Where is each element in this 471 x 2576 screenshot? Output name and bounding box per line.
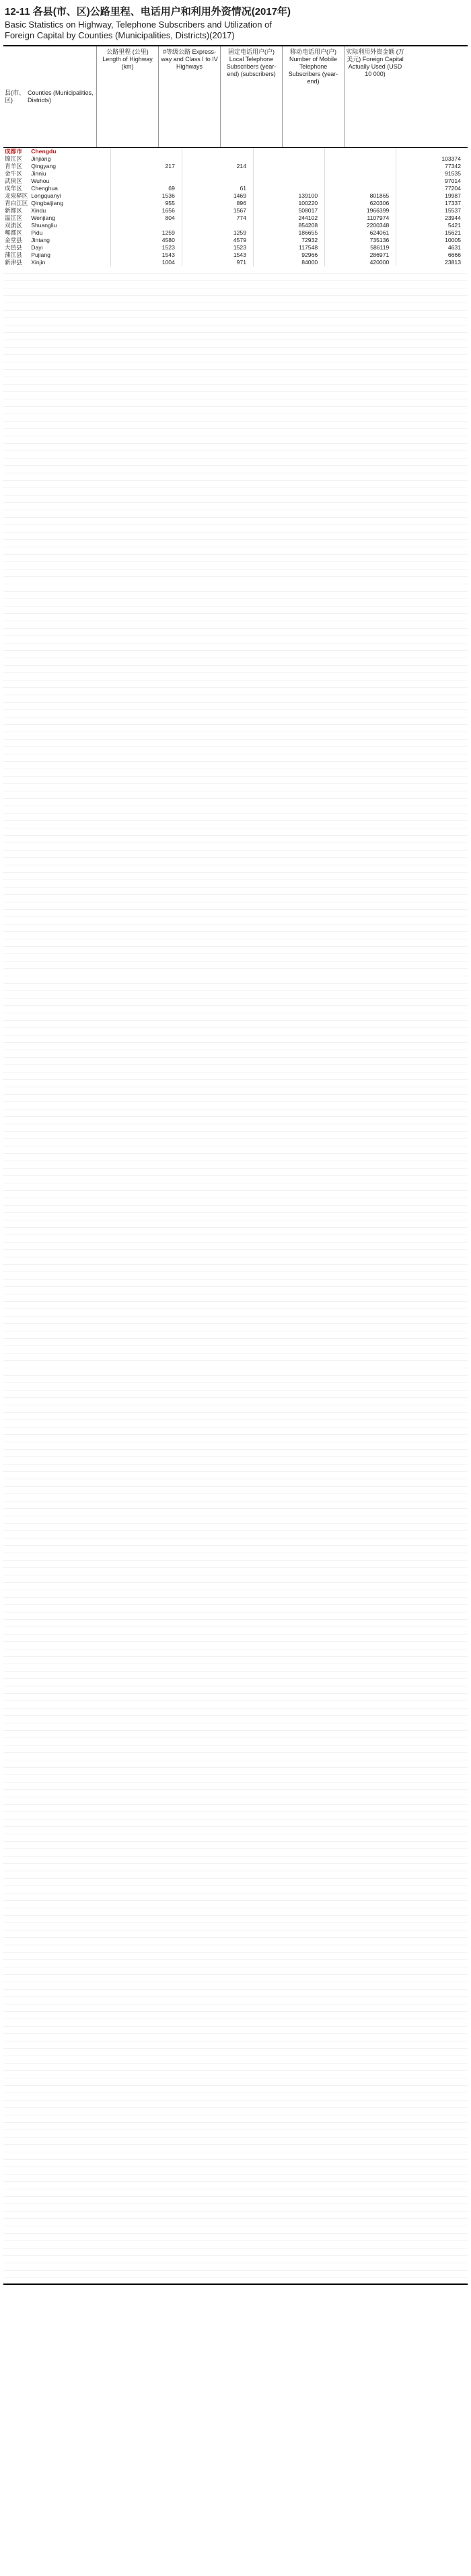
value-cell: 103374 (396, 155, 468, 163)
value-cell: 214 (182, 163, 253, 170)
value-cell (325, 148, 396, 155)
table-row (3, 222, 468, 229)
value-cell: 92966 (254, 251, 325, 259)
county-name-cn: 大邑县 (5, 244, 22, 251)
table-row (3, 192, 468, 200)
value-cell: 4580 (110, 237, 182, 244)
county-name-en: Pidu (31, 229, 43, 236)
value-cell (110, 155, 182, 163)
value-cell (110, 170, 182, 178)
table-title-chinese: 12-11 各县(市、区)公路里程、电话用户和利用外资情况(2017年) (5, 6, 291, 17)
county-name-cn: 成都市 (5, 148, 22, 155)
county-name-cn: 青羊区 (5, 163, 22, 169)
county-name-en: Jintang (31, 237, 50, 243)
value-cell: 955 (110, 200, 182, 207)
value-cell (254, 170, 325, 178)
county-name-en: Jinjiang (31, 155, 51, 162)
value-cell: 896 (182, 200, 253, 207)
value-cell: 1004 (110, 259, 182, 266)
header-county-cn: 县(市、区) (5, 89, 25, 104)
value-cell (182, 222, 253, 229)
county-name-en: Xinjin (31, 259, 46, 266)
value-cell: 6666 (396, 251, 468, 259)
county-name-en: Chengdu (31, 148, 57, 155)
value-cell: 1543 (110, 251, 182, 259)
header-highway-length: 公路里程 (公里) Length of Highway (km) (96, 46, 158, 147)
value-cell: 139100 (254, 192, 325, 200)
value-cell: 804 (110, 214, 182, 222)
value-cell: 23813 (396, 259, 468, 266)
table-row (3, 214, 468, 222)
data-table-body (3, 148, 468, 266)
county-name-en: Shuangliu (31, 222, 57, 229)
value-cell (325, 170, 396, 178)
value-cell: 186655 (254, 229, 325, 237)
value-cell (254, 148, 325, 155)
table-row (3, 237, 468, 244)
county-name-en: Xindu (31, 207, 46, 214)
county-name-cn: 双流区 (5, 222, 22, 229)
county-name-cn: 新都区 (5, 207, 22, 214)
table-title-english (5, 19, 468, 41)
county-name-en: Wenjiang (31, 214, 55, 221)
value-cell: 1543 (182, 251, 253, 259)
value-cell: 1966399 (325, 207, 396, 214)
county-name-cn: 金堂县 (5, 237, 22, 243)
value-cell: 1469 (182, 192, 253, 200)
value-cell: 735136 (325, 237, 396, 244)
table-row (3, 251, 468, 259)
value-cell: 801865 (325, 192, 396, 200)
value-cell: 244102 (254, 214, 325, 222)
county-name-cn: 青白江区 (5, 200, 28, 206)
value-cell: 1656 (110, 207, 182, 214)
county-name-en: Jinniu (31, 170, 46, 177)
table-row (3, 244, 468, 251)
county-name-cn: 新津县 (5, 259, 22, 266)
county-name-cn: 锦江区 (5, 155, 22, 162)
value-cell: 15537 (396, 207, 468, 214)
header-county-en: Counties (Municipalities, Districts) (28, 89, 94, 104)
value-cell: 61 (182, 185, 253, 192)
table-row (3, 163, 468, 170)
table-row (3, 178, 468, 185)
value-cell (325, 178, 396, 185)
value-cell: 854208 (254, 222, 325, 229)
value-cell: 69 (110, 185, 182, 192)
county-name-en: Chenghua (31, 185, 58, 192)
value-cell (254, 163, 325, 170)
table-row (3, 229, 468, 237)
county-name-cn: 郫都区 (5, 229, 22, 236)
value-cell (325, 163, 396, 170)
value-cell: 23944 (396, 214, 468, 222)
value-cell: 4631 (396, 244, 468, 251)
value-cell: 97014 (396, 178, 468, 185)
table-row (3, 170, 468, 178)
county-name-en: Pujiang (31, 251, 50, 258)
value-cell: 84000 (254, 259, 325, 266)
value-cell: 15621 (396, 229, 468, 237)
county-name-cn: 金牛区 (5, 170, 22, 177)
value-cell: 2200348 (325, 222, 396, 229)
value-cell (254, 155, 325, 163)
table-row (3, 185, 468, 192)
header-local-telephone: 固定电话用户(户) Local Telephone Subscribers (year-end) (subscribers) (220, 46, 282, 147)
data-table (3, 148, 468, 266)
table-row (3, 200, 468, 207)
header-graded-highways: #等级公路 Express-way and Class I to IV Highways (158, 46, 220, 147)
value-cell: 508017 (254, 207, 325, 214)
value-cell: 624061 (325, 229, 396, 237)
table-row (3, 148, 468, 155)
table-continuation (3, 266, 468, 2285)
value-cell: 1523 (110, 244, 182, 251)
county-name-en: Dayi (31, 244, 43, 251)
value-cell: 10005 (396, 237, 468, 244)
header-mobile-telephone: 移动电话用户(户) Number of Mobile Telephone Subscribers (year-end) (282, 46, 344, 147)
value-cell: 1107974 (325, 214, 396, 222)
value-cell (396, 148, 468, 155)
value-cell (182, 148, 253, 155)
value-cell: 1259 (182, 229, 253, 237)
county-name-cn: 温江区 (5, 214, 22, 221)
value-cell: 1536 (110, 192, 182, 200)
value-cell (182, 178, 253, 185)
value-cell: 77204 (396, 185, 468, 192)
county-name-cn: 蒲江县 (5, 251, 22, 258)
value-cell: 1259 (110, 229, 182, 237)
value-cell: 1567 (182, 207, 253, 214)
value-cell: 420000 (325, 259, 396, 266)
value-cell: 971 (182, 259, 253, 266)
value-cell (325, 155, 396, 163)
value-cell: 4579 (182, 237, 253, 244)
value-cell (182, 170, 253, 178)
value-cell: 286971 (325, 251, 396, 259)
value-cell (182, 155, 253, 163)
table-title-english-line-1: Basic Statistics on Highway, Telephone Subscribers and Utilization of (5, 19, 272, 30)
county-name-cn: 成华区 (5, 185, 22, 192)
table-title-english-line-2: Foreign Capital by Counties (Municipalities, Districts)(2017) (5, 30, 235, 40)
value-cell: 117548 (254, 244, 325, 251)
table-row (3, 207, 468, 214)
county-name-en: Qingyang (31, 163, 57, 169)
table-header (3, 45, 468, 148)
value-cell: 5421 (396, 222, 468, 229)
value-cell: 217 (110, 163, 182, 170)
county-name-en: Qingbaijiang (31, 200, 63, 206)
value-cell: 774 (182, 214, 253, 222)
header-foreign-capital: 实际利用外资金额 (万美元) Foreign Capital Actually Used (USD 10 000) (344, 46, 406, 147)
value-cell: 72932 (254, 237, 325, 244)
value-cell: 17337 (396, 200, 468, 207)
value-cell (254, 178, 325, 185)
value-cell: 620306 (325, 200, 396, 207)
value-cell: 77342 (396, 163, 468, 170)
county-name-cn: 武侯区 (5, 178, 22, 184)
county-name-en: Wuhou (31, 178, 50, 184)
value-cell (110, 148, 182, 155)
table-row (3, 155, 468, 163)
value-cell (110, 178, 182, 185)
county-name-cn: 龙泉驿区 (5, 192, 28, 199)
value-cell (110, 222, 182, 229)
value-cell: 100220 (254, 200, 325, 207)
value-cell: 19987 (396, 192, 468, 200)
value-cell (325, 185, 396, 192)
value-cell (254, 185, 325, 192)
value-cell: 586119 (325, 244, 396, 251)
value-cell: 91535 (396, 170, 468, 178)
page (3, 4, 468, 2285)
table-row (3, 259, 468, 266)
county-name-en: Longquanyi (31, 192, 61, 199)
value-cell: 1523 (182, 244, 253, 251)
